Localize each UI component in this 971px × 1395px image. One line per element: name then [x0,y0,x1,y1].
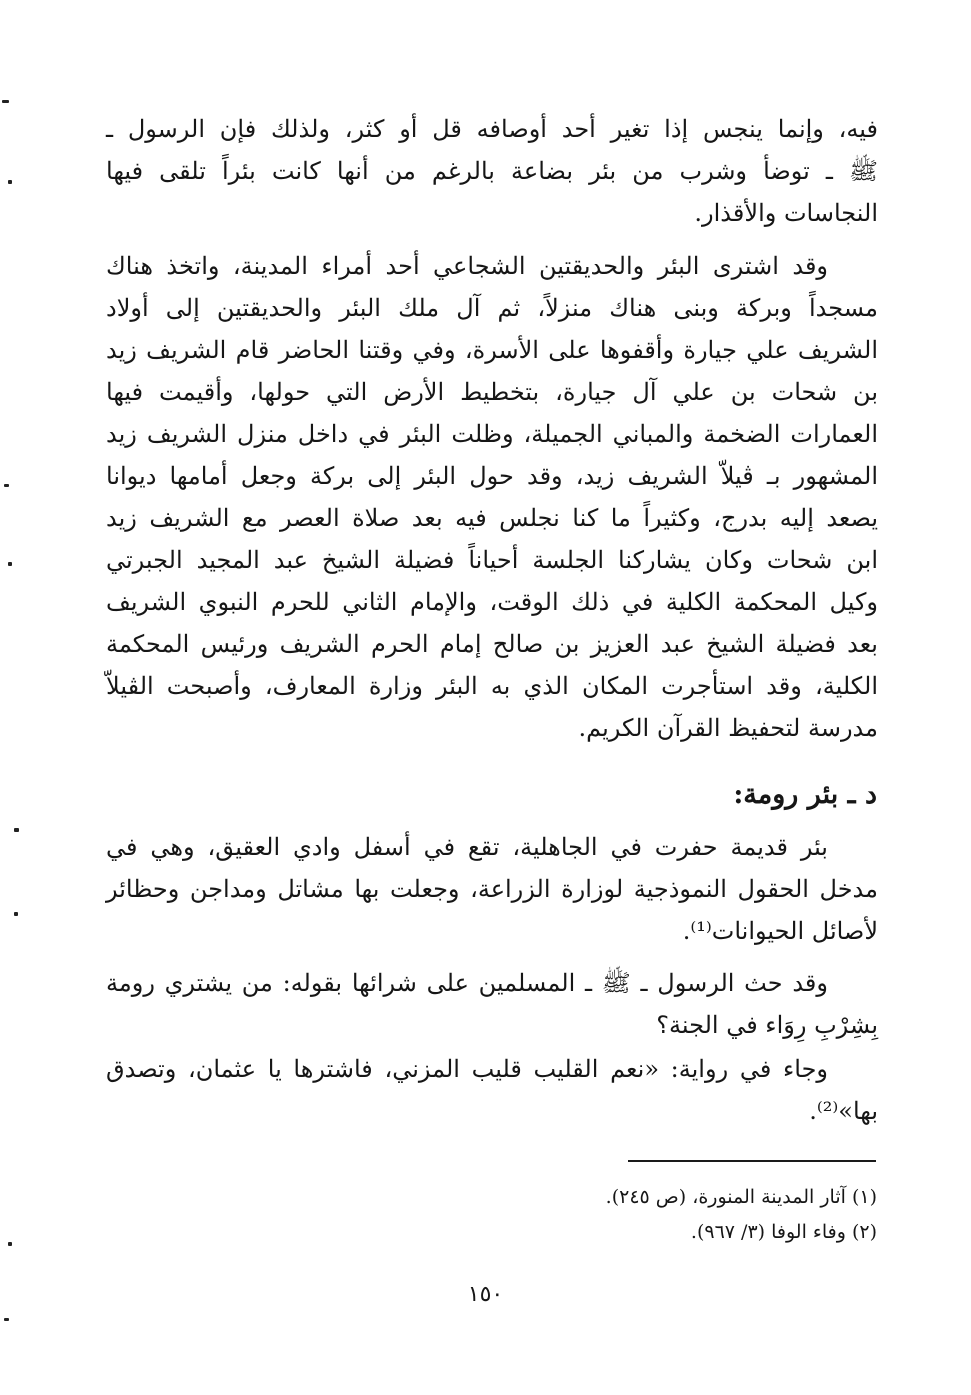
text-line: مسجداً وبركة وبنى هناك منزلاً، ثم آل ملك البئر والحديقتين إلى أولاد [106,294,878,322]
footnote-separator [628,1160,876,1162]
text-line: النجاسات والأقذار. [694,199,878,227]
text-line: وجاء في رواية: «نعم القليب قليب المزني، فاشترها يا عثمان، وتصدق [106,1055,828,1083]
scan-mark [14,828,19,832]
text-line: وقد اشترى البئر والحديقتين الشجاعي أحد أمراء المدينة، واتخذ هناك [106,252,829,280]
page-number: ١٥٠ [467,1282,504,1307]
text-line: مدخل الحقول النموذجية لوزارة الزراعة، وجعلت بها مشاتل ومداجن وحظائر [106,875,878,903]
text-line: الشريف علي جيارة وأقفوها على الأسرة، وفي وقتنا الحاضر قام الشريف زيد [106,336,878,364]
text-line: يصعد إليه بدرج، وكثيراً ما كنا نجلس فيه بعد صلاة العصر مع الشريف زيد [106,504,878,532]
scan-mark [14,912,18,916]
paragraph [106,826,878,952]
text-line: لأصائل الحيوانات⁽¹⁾. [682,917,878,945]
paragraph [106,1048,878,1132]
scan-mark [2,100,9,103]
section-heading: د ـ بئر رومة: [733,779,877,810]
text-line: فيه، وإنما ينجس إذا تغير أحد أوصافه قل أو كثر، ولذلك فإن الرسول ـ [106,115,878,143]
scan-mark [8,1242,12,1246]
text-line: بئر قديمة حفرت في الجاهلية، تقع في أسفل وادي العقيق، وهي في [106,833,828,861]
text-line: ابن شحات وكان يشاركنا الجلسة أحياناً فضيلة الشيخ عبد المجيد الجبرتي [106,546,878,574]
scan-mark [4,1318,9,1321]
paragraph [106,962,878,1046]
text-line: بعد فضيلة الشيخ عبد العزيز بن صالح إمام الحرم الشريف ورئيس المحكمة [106,630,878,658]
text-line: مدرسة لتحفيظ القرآن الكريم. [578,714,878,742]
paragraph [106,245,878,749]
text-line: ﷺ ـ توضأ وشرب من بئر بضاعة بالرغم من أنها كانت بئراً تلقى فيها [106,157,878,185]
text-line: وكيل المحكمة الكلية في ذلك الوقت، والإمام الثاني للحرم النبوي الشريف [106,588,878,616]
scan-mark [4,484,9,487]
footnotes [606,1180,877,1250]
paragraph [106,108,878,234]
text-line: العمارات الضخمة والمباني الجميلة، وظلت البئر في داخل منزل الشريف زيد [106,420,878,448]
footnote: (٢) وفاء الوفا (٣/ ٩٦٧). [690,1221,877,1243]
scan-mark [8,180,12,184]
scan-mark [8,562,12,566]
text-line: بِشِرْبِ رِوَاء في الجنة؟ [656,1011,878,1039]
text-line: الكلية، وقد استأجرت المكان الذي به البئر وزارة المعارف، وأصبحت الڤيلاّ [106,672,878,700]
text-line: بن شحات بن علي آل جيارة، بتخطيط الأرض التي حولها، وأقيمت فيها [106,378,878,406]
text-line: المشهور بـ ڤيلاّ الشريف زيد، وقد حول البئر إلى بركة وجعل أمامها ديوانا [106,462,878,490]
text-line: وقد حث الرسول ـ ﷺ ـ المسلمين على شرائها بقوله: من يشتري رومة [106,969,828,997]
footnote: (١) آثار المدينة المنورة، (ص ٢٤٥). [605,1186,877,1208]
text-line: بها»⁽²⁾. [809,1097,878,1125]
